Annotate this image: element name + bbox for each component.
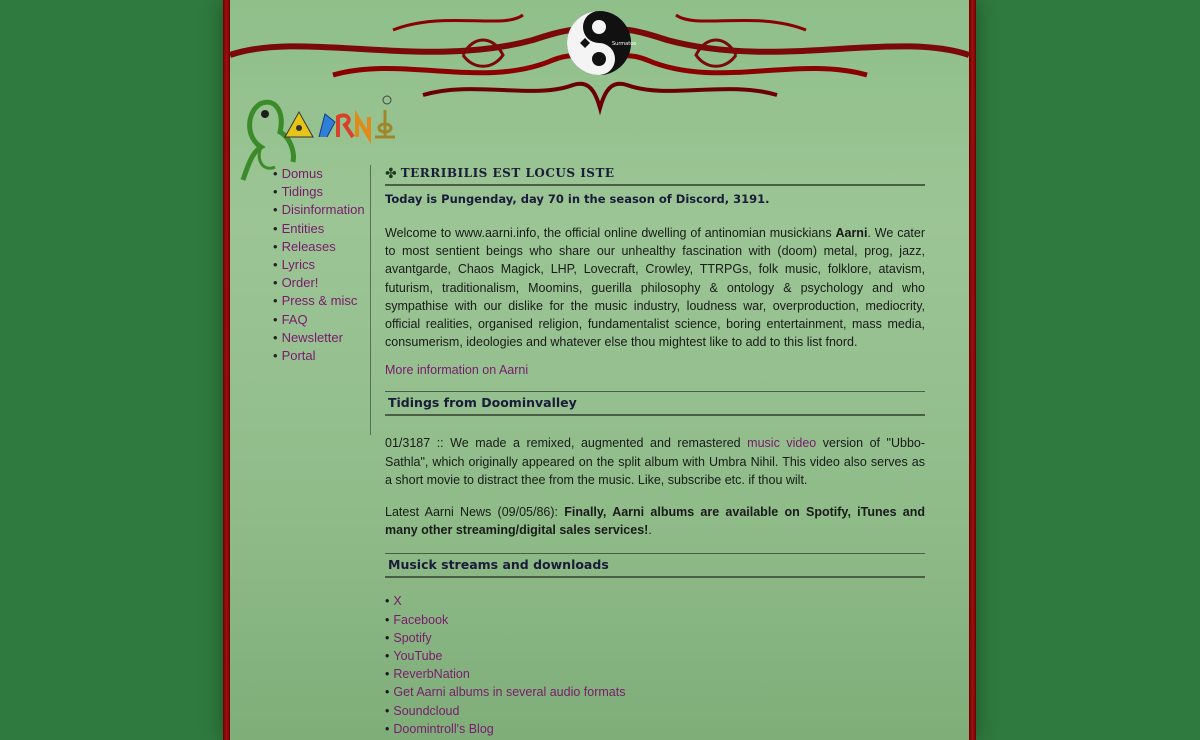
bullet: • [385,667,390,682]
list-item [385,629,925,647]
list-item [385,683,925,701]
list-item [385,665,925,683]
bullet: • [273,329,278,345]
news-text-end: . [648,523,652,538]
bullet: • [273,220,278,236]
sidebar-item-releases [273,238,370,256]
sidebar-link-faq[interactable]: FAQ [281,311,308,327]
welcome-paragraph [385,224,925,351]
bullet: • [385,630,390,645]
bullet: • [385,649,390,664]
sidebar-item-faq [273,311,370,329]
stream-link-spotify[interactable]: Spotify [393,630,432,645]
sidebar-link-disinformation[interactable]: Disinformation [281,202,365,218]
list-item [385,720,925,738]
more-info-row [385,363,925,377]
sidebar-link-portal[interactable]: Portal [281,348,316,364]
stream-link-youtube[interactable]: YouTube [393,649,443,664]
band-name: Aarni [835,226,868,240]
sidebar-link-releases[interactable]: Releases [281,238,336,254]
logo-text: AARNI [235,92,239,93]
discordian-date: Today is Pungenday, day 70 in the season of Discord, 3191. [385,192,770,206]
sidebar-item-press [273,292,370,310]
bullet: • [385,594,390,609]
stream-link-audio-formats[interactable]: Get Aarni albums in several audio formats [393,685,626,700]
bullet: • [385,721,390,736]
sidebar-item-portal [273,347,370,365]
list-item [385,702,925,720]
sidebar-link-lyrics[interactable]: Lyrics [281,257,316,273]
bullet: • [273,257,278,273]
bullet: • [273,293,278,309]
bullet: • [273,202,278,218]
news-text: Latest Aarni News (09/05/86): [385,505,565,520]
stream-links-list [385,592,925,738]
clover-icon: ✤ [385,164,397,181]
bullet: • [273,348,278,364]
stream-link-soundcloud[interactable]: Soundcloud [393,703,460,718]
list-item [385,647,925,665]
streams-heading: Musick streams and downloads [385,553,925,578]
page-title-row [385,162,925,186]
tidings-heading: Tidings from Doominvalley [385,391,925,416]
stream-link-blog[interactable]: Doomintroll's Blog [393,721,494,736]
sidebar-item-tidings [273,183,370,201]
yinyang-emblem [566,10,637,76]
bullet: • [273,238,278,254]
bullet: • [273,275,278,291]
bullet: • [273,184,278,200]
sidebar-item-disinformation [273,201,370,219]
main-content [385,162,925,738]
sidebar-link-press[interactable]: Press & misc [281,293,358,309]
news-highlight: Finally, Aarni albums are available on Spotify, iTunes and many other streaming/digital sales services! [385,505,925,538]
sidebar-item-newsletter [273,329,370,347]
news-text: 01/3187 :: We made a remixed, augmented and remastered [385,436,748,451]
stream-link-reverbnation[interactable]: ReverbNation [393,667,470,682]
news-item-video [385,434,925,489]
page-frame [223,0,976,740]
page-title: TERRIBILIS EST LOCUS ISTE [400,166,615,180]
sidebar-item-entities [273,220,370,238]
sidebar-link-newsletter[interactable]: Newsletter [281,329,343,345]
sidebar-item-domus [273,165,370,183]
sidebar-nav [273,165,371,435]
stream-link-facebook[interactable]: Facebook [393,612,449,627]
bullet: • [273,311,278,327]
more-info-link[interactable]: More information on Aarni [385,363,529,378]
bullet: • [385,685,390,700]
sidebar-link-tidings[interactable]: Tidings [281,184,323,200]
sidebar-link-order[interactable]: Order! [281,275,319,291]
bullet: • [385,612,390,627]
music-video-link[interactable]: music video [747,436,817,451]
news-text-rest: version of "Ubbo-Sathla", which originally appeared on the split album with Umbra Nihil. This video also serves as a short movie to distract thee from the music. Like, subscribe etc. if thou wilt. [385,436,926,487]
list-item [385,592,925,610]
yinyang-tag: Surmatoe [612,41,637,47]
bullet: • [273,166,278,181]
sidebar-item-order [273,274,370,292]
sidebar-link-entities[interactable]: Entities [281,220,325,236]
stream-link-x[interactable]: X [393,594,402,609]
sidebar-link-domus[interactable]: Domus [281,166,323,181]
news-item-streaming [385,503,925,539]
bullet: • [385,703,390,718]
list-item [385,611,925,629]
welcome-text-rest: . We cater to most sentient beings who share our unhealthy fascination with (doom) metal, prog, jazz, avantgarde, Chaos Magick, LHP, Lovecraft, Crowley, TTRPGs, folk music, folklore, atavism, futurism, traditionalism, Moomins, guerilla philosophy & ontology & psychology and who sympathise with our dislike for the music industry, loudness war, overproduction, mediocrity, official realities, organised religion, fundamentalist science, boring entertainment, mass media, consumerism, ideologies and whatever else thou mightest like to add to this list fnord. [385,226,925,350]
welcome-text: Welcome to www.aarni.info, the official online dwelling of antinomian musickians [385,226,836,240]
sidebar-item-lyrics [273,256,370,274]
